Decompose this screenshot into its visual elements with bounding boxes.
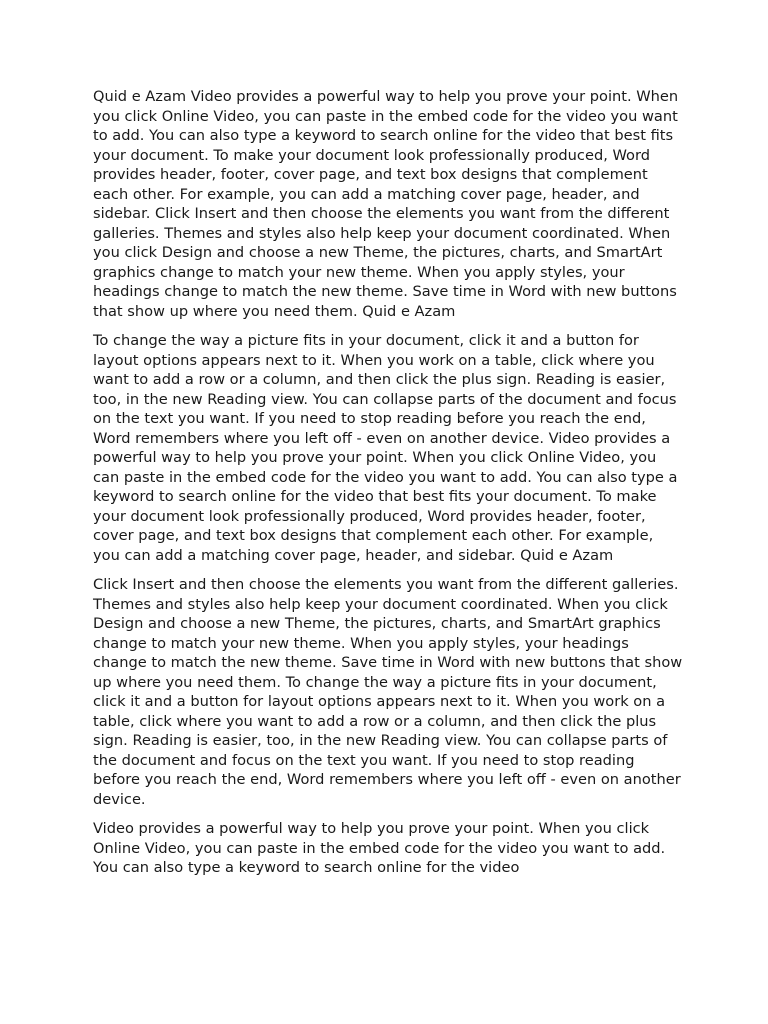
paragraph-2: To change the way a picture fits in your document, click it and a button for layout options appears next to it. When you work on a table, click where you want to add a row or a column, and then click the plus sign. Reading is easier, too, in the new Reading view. You can collapse parts of the document and focus on the text you want. If you need to stop reading before you reach the end, Word remembers where you left off - even on another device. Video provides a powerful way to help you prove your point. When you click Online Video, you can paste in the embed code for the video you want to add. You can also type a keyword to search online for the video that best fits your document. To make your document look professionally produced, Word provides header, footer, cover page, and text box designs that complement each other. For example, you can add a matching cover page, header, and sidebar. Quid e Azam — [93, 332, 678, 564]
paragraph-4: Video provides a powerful way to help you prove your point. When you click Online Video, you can paste in the embed code for the video you want to add. You can also type a keyword to search online for the video — [93, 820, 666, 876]
document-body — [93, 87, 683, 888]
paragraph-3: Click Insert and then choose the elements you want from the different galleries. Themes and styles also help keep your document coordinated. When you click Design and choose a new Theme, the pictures, charts, and SmartArt graphics change to match your new theme. When you apply styles, your headings change to match the new theme. Save time in Word with new buttons that show up where you need them. To change the way a picture fits in your document, click it and a button for layout options appears next to it. When you work on a table, click where you want to add a row or a column, and then click the plus sign. Reading is easier, too, in the new Reading view. You can collapse parts of the document and focus on the text you want. If you need to stop reading before you reach the end, Word remembers where you left off - even on another device. — [93, 576, 683, 808]
paragraph-1: Quid e Azam Video provides a powerful way to help you prove your point. When you click Online Video, you can paste in the embed code for the video you want to add. You can also type a keyword to search online for the video that best fits your document. To make your document look professionally produced, Word provides header, footer, cover page, and text box designs that complement each other. For example, you can add a matching cover page, header, and sidebar. Click Insert and then choose the elements you want from the different galleries. Themes and styles also help keep your document coordinated. When you click Design and choose a new Theme, the pictures, charts, and SmartArt graphics change to match your new theme. When you apply styles, your headings change to match the new theme. Save time in Word with new buttons that show up where you need them. Quid e Azam — [93, 88, 679, 320]
